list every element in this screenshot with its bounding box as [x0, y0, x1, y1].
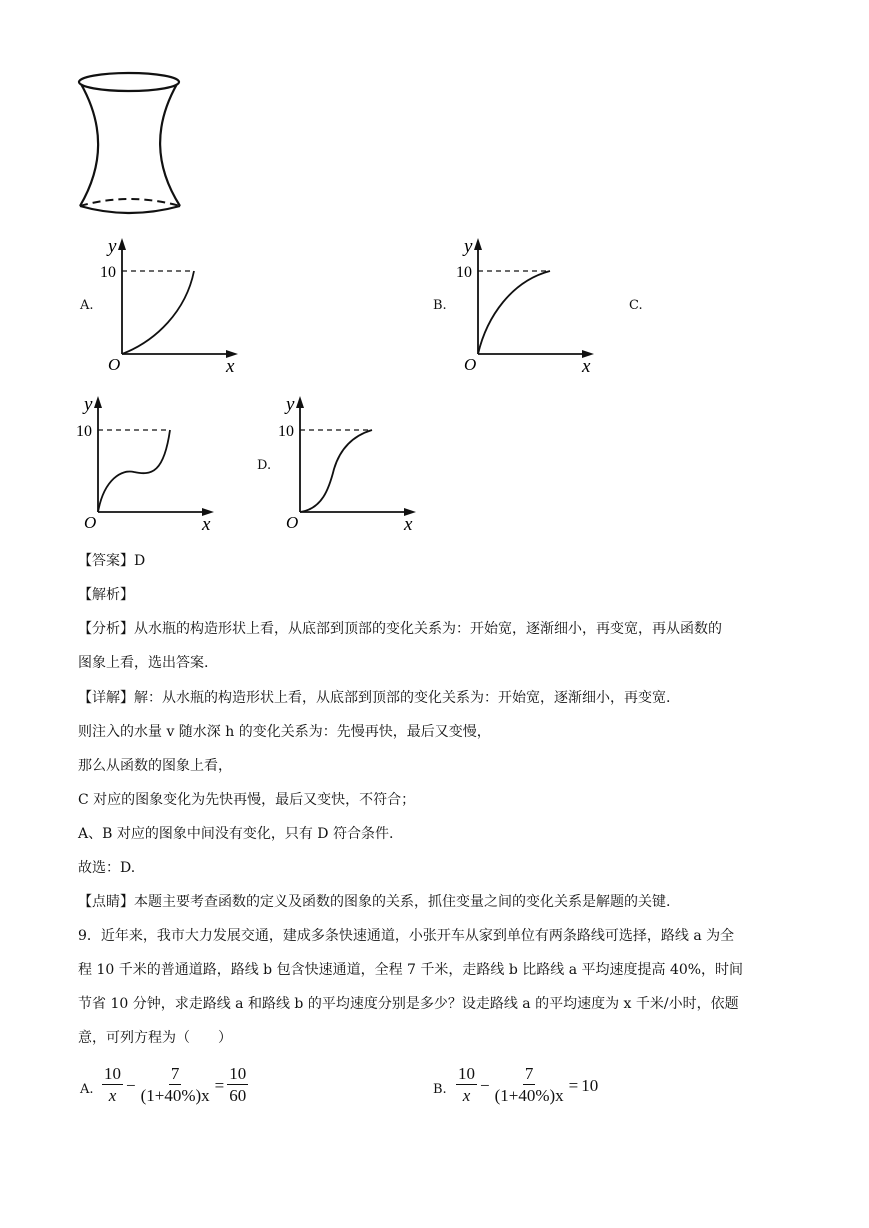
- axis-ten-label: 10: [76, 423, 92, 440]
- axis-origin-label: O: [286, 513, 299, 532]
- axis-x-label: x: [226, 356, 235, 376]
- eq-b-equals: =: [568, 1075, 579, 1095]
- axis-x-label: x: [582, 356, 591, 376]
- eq-a-equals: =: [214, 1075, 225, 1095]
- graph-c: [72, 394, 222, 534]
- eq-b-n2: 7: [524, 1064, 534, 1083]
- eq-a-d2: (1+40%)x: [140, 1086, 210, 1105]
- question-9-line-1: 9．近年来，我市大力发展交通，建成多条快速通道，小张开车从家到单位有两条路线可选择，路线 a 为全: [78, 928, 735, 944]
- eq-b-frac-2: [493, 1064, 566, 1107]
- eq-b-d1: x: [462, 1086, 471, 1105]
- xiangjie-line-5: A、B 对应的图象中间没有变化，只有 D 符合条件.: [78, 826, 394, 842]
- analysis-heading: 【解析】: [78, 587, 134, 603]
- fenxi-line-2: 图象上看，选出答案.: [78, 655, 209, 671]
- option-c-label: C.: [629, 298, 643, 313]
- axis-ten-label: 10: [456, 264, 472, 281]
- eq-a-frac-3: [227, 1064, 248, 1107]
- axis-origin-label: O: [84, 513, 97, 532]
- dianjing-line: 【点睛】本题主要考查函数的定义及函数的图象的关系，抓住变量之间的变化关系是解题的关键.: [78, 894, 671, 910]
- question-9-line-4: 意，可列方程为（ ）: [78, 1030, 232, 1046]
- xiangjie-line-2: 则注入的水量 v 随水深 h 的变化关系为：先慢再快，最后又变慢，: [78, 724, 491, 740]
- answer-line: 【答案】D: [78, 553, 146, 569]
- eq-a-n2: 7: [170, 1064, 180, 1083]
- eq-b-d2: (1+40%)x: [494, 1086, 564, 1105]
- eq-a-d1: x: [108, 1086, 117, 1105]
- eq-b-rhs: 10: [581, 1075, 599, 1095]
- question-9-line-3: 节省 10 分钟，求走路线 a 和路线 b 的平均速度分别是多少？设走路线 a 的平均速度为 x 千米/小时，依题: [78, 996, 739, 1012]
- eq-a-label: A.: [80, 1082, 94, 1097]
- xiangjie-line-4: C 对应的图象变化为先快再慢，最后又变快，不符合；: [78, 792, 416, 808]
- xiangjie-line-3: 那么从函数的图象上看，: [78, 758, 232, 774]
- eq-a-n1: 10: [104, 1064, 121, 1083]
- xiangjie-line-1: 【详解】解：从水瓶的构造形状上看，从底部到顶部的变化关系为：开始宽，逐渐细小，再变宽.: [78, 690, 671, 706]
- xiangjie-line-6: 故选：D.: [78, 860, 136, 876]
- eq-b-n1: 10: [458, 1064, 475, 1083]
- graph-b: [452, 236, 602, 376]
- fenxi-line-1: 【分析】从水瓶的构造形状上看，从底部到顶部的变化关系为：开始宽，逐渐细小，再变宽，再从函数的: [78, 621, 722, 637]
- axis-x-label: x: [404, 514, 413, 534]
- axis-ten-label: 10: [278, 423, 294, 440]
- question-9-line-2: 程 10 千米的普通道路，路线 b 包含快速通道，全程 7 千米，走路线 b 比路线 a 平均速度提高 40%，时间: [78, 962, 744, 978]
- eq-b-frac-1: [456, 1064, 477, 1107]
- axis-y-label: y: [286, 394, 295, 415]
- eq-b-label: B.: [433, 1082, 447, 1097]
- equation-a: [102, 1064, 248, 1107]
- graph-a: [96, 236, 246, 376]
- axis-ten-label: 10: [100, 264, 116, 281]
- option-a-label: A.: [80, 298, 94, 313]
- eq-b-minus: −: [480, 1075, 490, 1095]
- eq-a-rn: 10: [229, 1064, 247, 1083]
- bottle-figure: [74, 70, 186, 222]
- equation-b: [456, 1064, 598, 1107]
- eq-a-frac-1: [102, 1064, 123, 1107]
- eq-a-rd: 60: [229, 1086, 247, 1105]
- axis-origin-label: O: [108, 355, 121, 374]
- axis-x-label: x: [202, 514, 211, 534]
- axis-y-label: y: [84, 394, 93, 415]
- axis-y-label: y: [108, 236, 117, 257]
- graph-d: [274, 394, 424, 534]
- axis-y-label: y: [464, 236, 473, 257]
- option-d-label: D.: [257, 458, 272, 473]
- axis-origin-label: O: [464, 355, 477, 374]
- option-b-label: B.: [433, 298, 447, 313]
- eq-a-frac-2: [139, 1064, 212, 1107]
- eq-a-minus: −: [126, 1075, 136, 1095]
